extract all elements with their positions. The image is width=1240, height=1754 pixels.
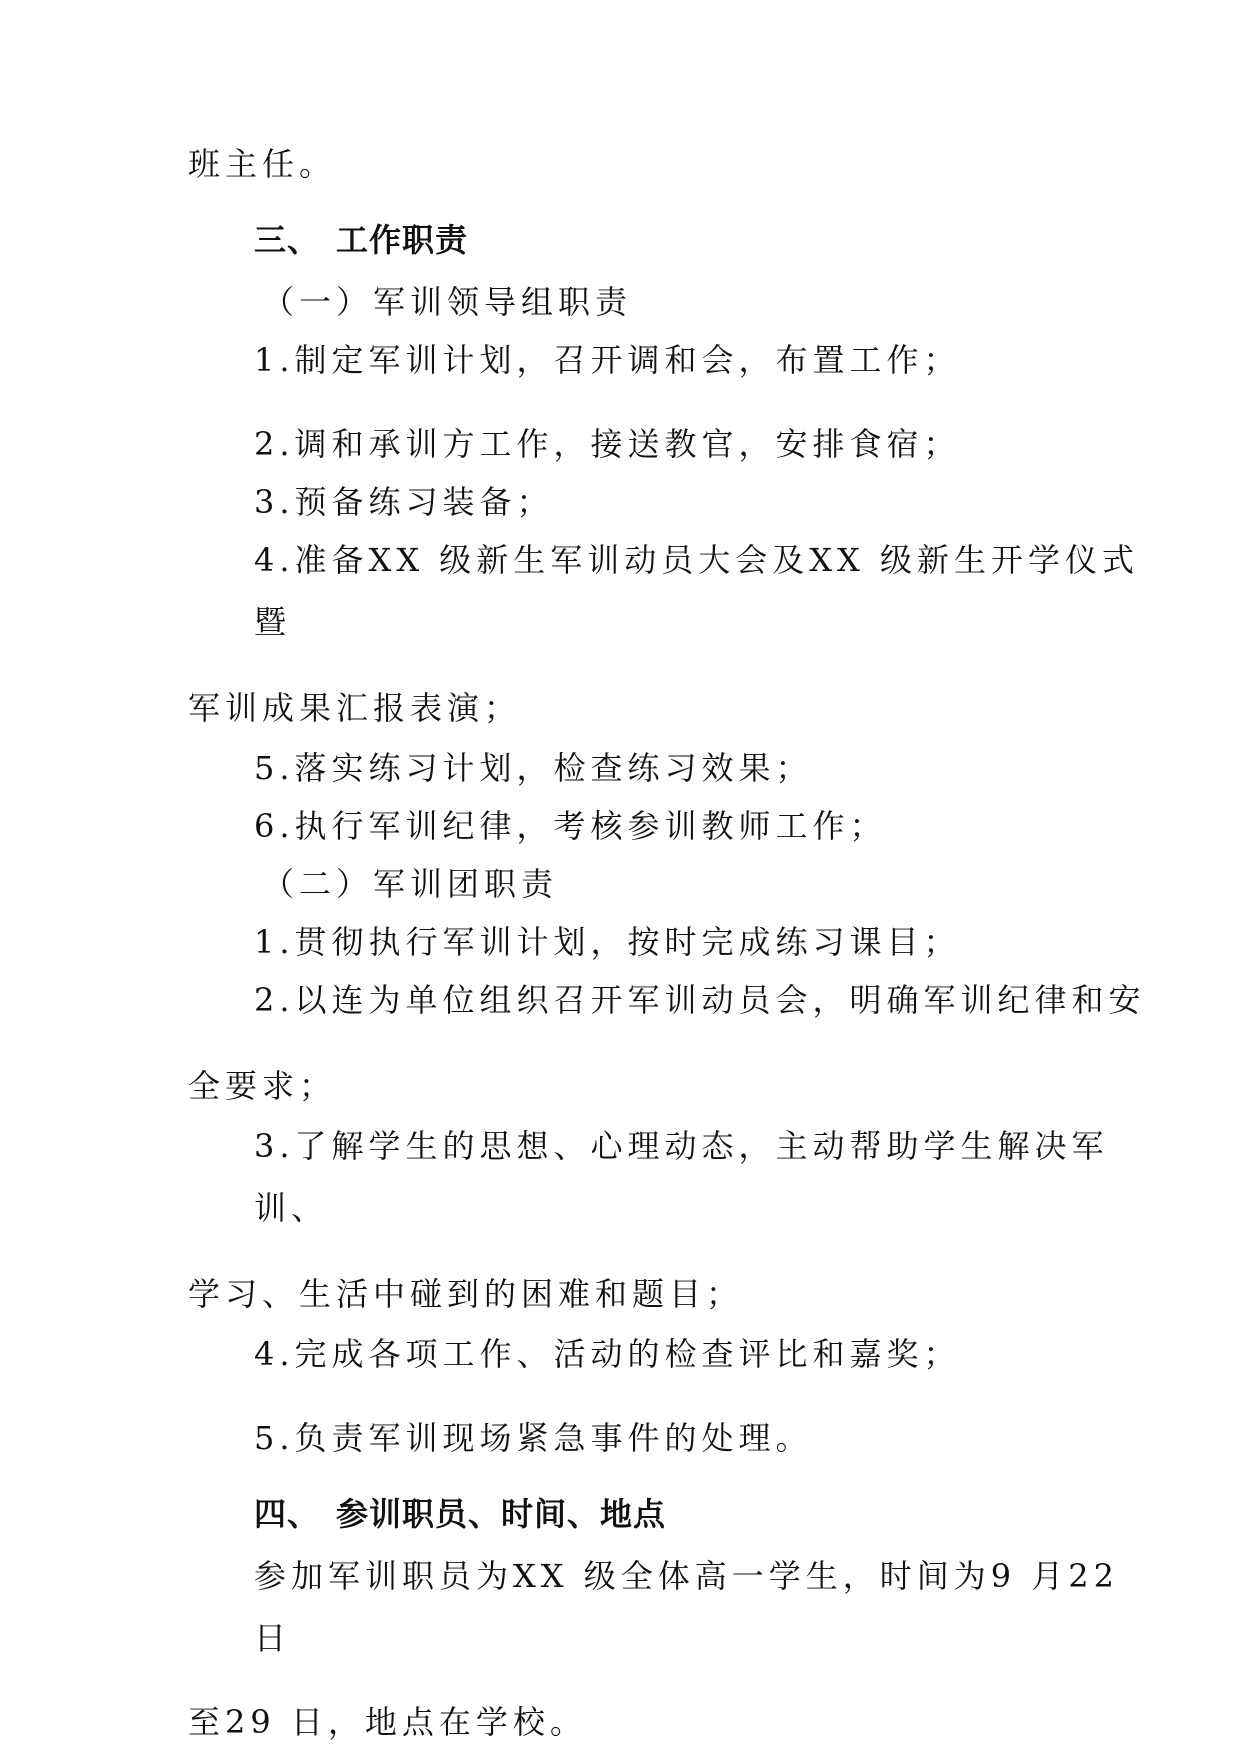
list-item: 3.了解学生的思想、心理动态，主动帮助学生解决军 <box>254 1127 1109 1165</box>
section-heading-4 <box>254 1494 666 1534</box>
text-line: 学习、生活中碰到的困难和题目； <box>188 1275 744 1313</box>
list-item: 2.调和承训方工作，接送教官，安排食宿； <box>254 425 961 463</box>
section-title: 工作职责 <box>336 221 469 259</box>
list-item: 3.预备练习装备； <box>254 483 554 521</box>
list-item: 1.贯彻执行军训计划，按时完成练习课目； <box>254 923 961 961</box>
section-number: 四、 <box>254 1495 321 1533</box>
list-item: 5.负责军训现场紧急事件的处理。 <box>254 1419 813 1457</box>
list-item: 6.执行军训纪律，考核参训教师工作； <box>254 807 887 845</box>
paragraph-continuation: 日 <box>254 1619 292 1657</box>
text-line: 班主任。 <box>188 145 337 183</box>
list-item-continuation: 暨 <box>254 603 292 641</box>
paragraph-line: 参加军训职员为XX 级全体高一学生，时间为9 月22 <box>254 1557 1119 1595</box>
text-line: 至29 日，地点在学校。 <box>188 1703 587 1741</box>
list-item: 4.完成各项工作、活动的检查评比和嘉奖； <box>254 1335 961 1373</box>
section-number: 三、 <box>254 221 321 259</box>
subsection-heading-1: （一）军训领导组职责 <box>262 283 633 321</box>
list-item: 2.以连为单位组织召开军训动员会，明确军训纪律和安 <box>254 981 1146 1019</box>
list-item: 1.制定军训计划，召开调和会，布置工作； <box>254 341 961 379</box>
section-title: 参训职员、时间、地点 <box>336 1495 667 1533</box>
text-line: 全要求； <box>188 1067 337 1105</box>
list-item: 5.落实练习计划，检查练习效果； <box>254 749 813 787</box>
subsection-heading-2: （二）军训团职责 <box>262 865 559 903</box>
section-heading-3 <box>254 220 468 260</box>
text-line: 军训成果汇报表演； <box>188 689 522 727</box>
list-item: 4.准备XX 级新生军训动员大会及XX 级新生开学仪式 <box>254 541 1140 579</box>
list-item-continuation: 训、 <box>254 1189 329 1227</box>
